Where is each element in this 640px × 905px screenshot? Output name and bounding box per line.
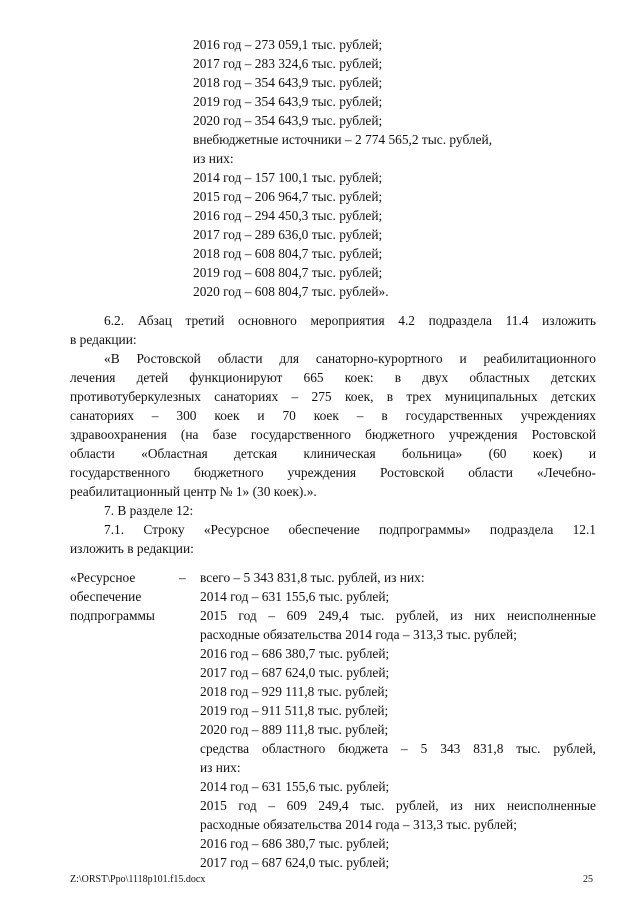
quote-line: здравоохранения (на базе государственного бюджетного учреждения Ростовской [70, 427, 596, 442]
resource-label-line: подпрограммы [70, 608, 155, 623]
resource-line: 2018 год – 929 111,8 тыс. рублей; [200, 684, 389, 699]
resource-line: 2016 год – 686 380,7 тыс. рублей; [200, 836, 390, 851]
continuation-line: внебюджетные источники – 2 774 565,2 тыс. рублей, [193, 132, 493, 147]
resource-line: 2016 год – 686 380,7 тыс. рублей; [200, 646, 390, 661]
resource-line: 2015 год – 609 249,4 тыс. рублей, из них неисполненные [200, 608, 596, 623]
continuation-line: из них: [193, 151, 234, 166]
resource-line: 2019 год – 911 511,8 тыс. рублей; [200, 703, 389, 718]
item-7-1-line: 7.1. Строку «Ресурсное обеспечение подпрограммы» подраздела 12.1 [104, 522, 596, 537]
quote-line: государственного бюджетного учреждения Ростовской области «Лечебно- [70, 465, 596, 480]
quote-line: лечения детей функционируют 665 коек: в двух областных детских [70, 370, 596, 385]
continuation-line: 2019 год – 608 804,7 тыс. рублей; [193, 265, 383, 280]
resource-line: 2017 год – 687 624,0 тыс. рублей; [200, 665, 390, 680]
resource-label-line: «Ресурсное [70, 570, 136, 585]
resource-line: 2014 год – 631 155,6 тыс. рублей; [200, 589, 390, 604]
resource-label-line: обеспечение [70, 589, 142, 604]
section-6-2-line: 6.2. Абзац третий основного мероприятия 4.2 подраздела 11.4 изложить [104, 313, 596, 328]
footer-file-path: Z:\ORST\Ppo\1118p101.f15.docx [70, 874, 206, 885]
continuation-line: 2018 год – 354 643,9 тыс. рублей; [193, 75, 383, 90]
quote-line: санаториях – 300 коек и 70 коек – в государственных учреждениях [70, 408, 596, 423]
item-7-heading: 7. В разделе 12: [104, 503, 194, 518]
quote-line: «В Ростовской области для санаторно-курортного и реабилитационного [104, 351, 596, 366]
quote-line: реабилитационный центр № 1» (30 коек).». [70, 484, 317, 499]
resource-line: расходные обязательства 2014 года – 313,3 тыс. рублей; [200, 627, 517, 642]
resource-line: 2020 год – 889 111,8 тыс. рублей; [200, 722, 389, 737]
continuation-line: 2016 год – 294 450,3 тыс. рублей; [193, 208, 383, 223]
resource-line: расходные обязательства 2014 года – 313,3 тыс. рублей; [200, 817, 517, 832]
continuation-line: 2020 год – 608 804,7 тыс. рублей». [193, 284, 389, 299]
resource-line: всего – 5 343 831,8 тыс. рублей, из них: [200, 570, 425, 585]
resource-line: 2014 год – 631 155,6 тыс. рублей; [200, 779, 390, 794]
resource-dash: – [179, 570, 186, 585]
resource-line: средства областного бюджета – 5 343 831,8 тыс. рублей, [200, 741, 596, 756]
continuation-line: 2016 год – 273 059,1 тыс. рублей; [193, 37, 383, 52]
quote-line: противотуберкулезных санаториях – 275 коек, в трех муниципальных детских [70, 389, 596, 404]
continuation-line: 2017 год – 283 324,6 тыс. рублей; [193, 56, 383, 71]
continuation-line: 2018 год – 608 804,7 тыс. рублей; [193, 246, 383, 261]
quote-line: области «Областная детская клиническая больница» (60 коек) и [70, 446, 596, 461]
resource-line: из них: [200, 760, 241, 775]
page-number: 25 [583, 874, 593, 885]
resource-line: 2017 год – 687 624,0 тыс. рублей; [200, 855, 390, 870]
continuation-line: 2019 год – 354 643,9 тыс. рублей; [193, 94, 383, 109]
continuation-line: 2020 год – 354 643,9 тыс. рублей; [193, 113, 383, 128]
section-6-2-line: в редакции: [70, 332, 137, 347]
continuation-line: 2017 год – 289 636,0 тыс. рублей; [193, 227, 383, 242]
item-7-1-line: изложить в редакции: [70, 541, 194, 556]
continuation-line: 2014 год – 157 100,1 тыс. рублей; [193, 170, 383, 185]
continuation-line: 2015 год – 206 964,7 тыс. рублей; [193, 189, 383, 204]
resource-line: 2015 год – 609 249,4 тыс. рублей, из них неисполненные [200, 798, 596, 813]
